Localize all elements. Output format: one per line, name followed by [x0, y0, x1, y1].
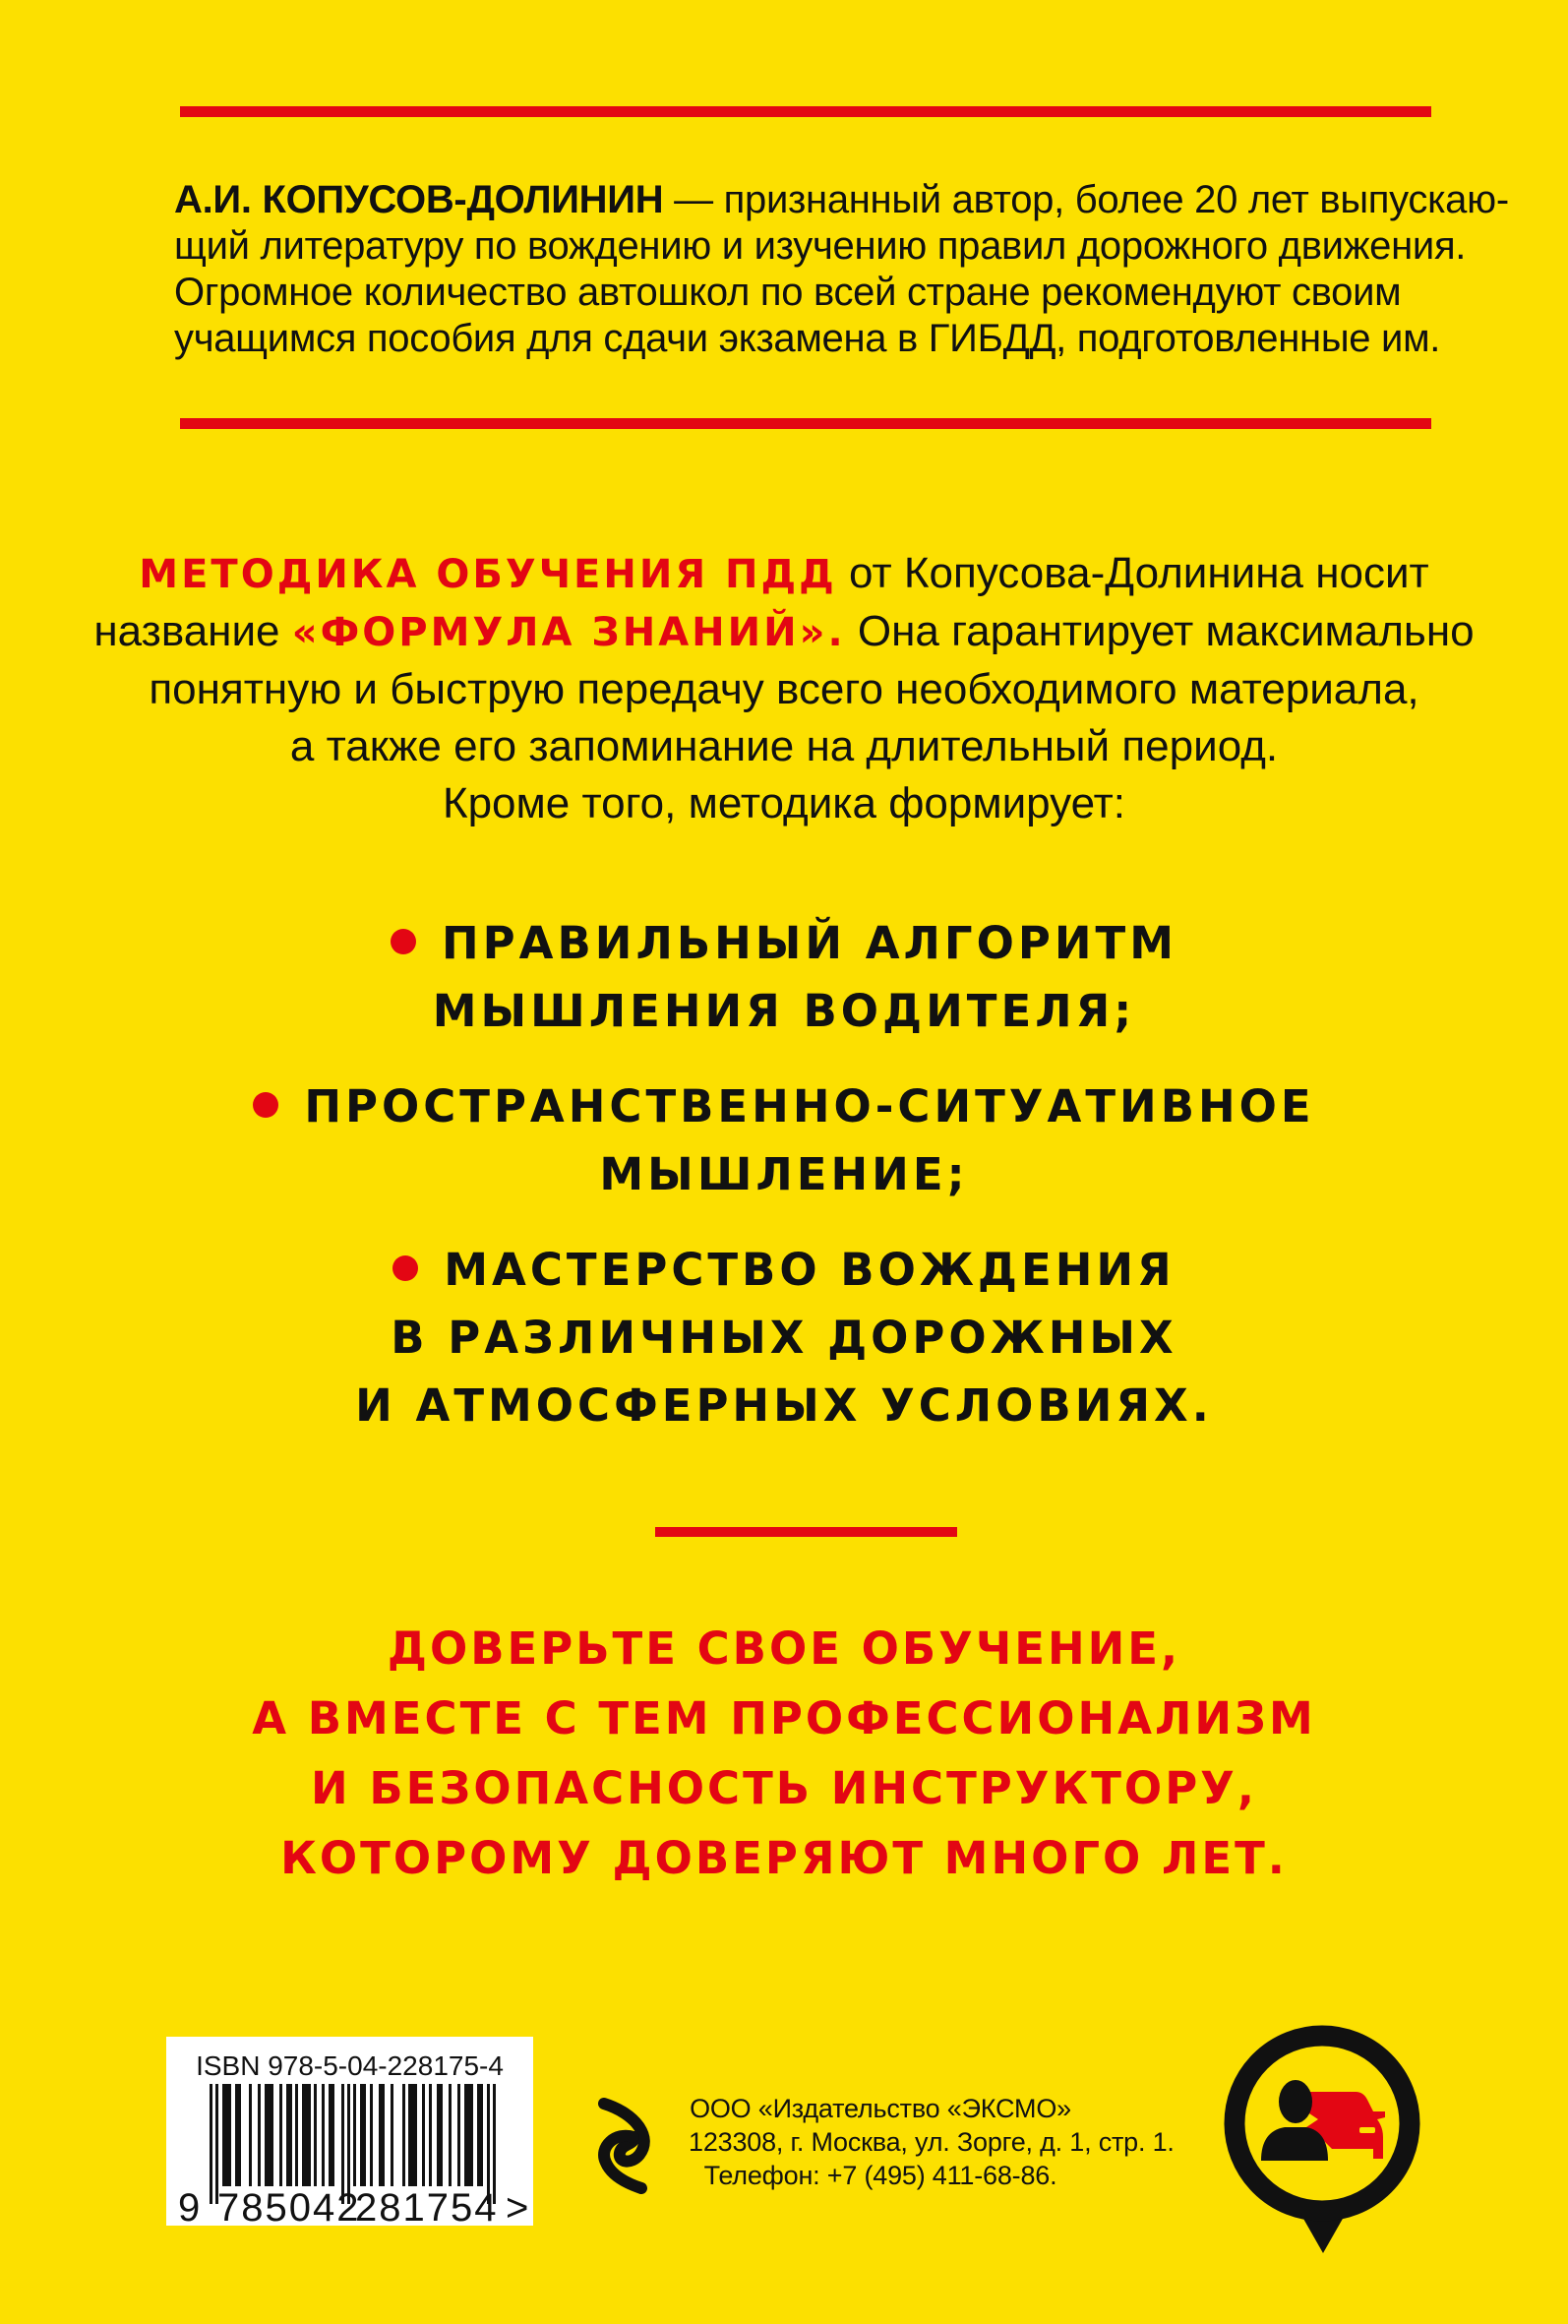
benefit-item: ПРОСТРАНСТВЕННО-СИТУАТИВНОЕ МЫШЛЕНИЕ; — [0, 1072, 1568, 1208]
isbn-barcode: ISBN 978-5-04-228175-4 9 785042 281754 > — [166, 2037, 533, 2226]
section-divider — [655, 1527, 957, 1537]
publisher-info — [689, 2092, 1175, 2192]
author-bio-line: Огромное количество автошкол по всей стране рекомендуют своим — [174, 271, 1402, 314]
benefit-item: ПРАВИЛЬНЫЙ АЛГОРИТМ МЫШЛЕНИЯ ВОДИТЕЛЯ; — [0, 909, 1568, 1045]
author-bio-line: учащимся пособия для сдачи экзамена в ГИБДД, подготовленные им. — [174, 317, 1441, 360]
closing-slogan: ДОВЕРЬТЕ СВОЕ ОБУЧЕНИЕ, А ВМЕСТЕ С ТЕМ ПРОФЕССИОНАЛИЗМ И БЕЗОПАСНОСТЬ ИНСТРУКТОРУ, КОТОРОМУ ДОВЕРЯЮТ МНОГО ЛЕТ. — [252, 1622, 1316, 1884]
benefit-item: МАСТЕРСТВО ВОЖДЕНИЯ В РАЗЛИЧНЫХ ДОРОЖНЫХ И АТМОСФЕРНЫХ УСЛОВИЯХ. — [355, 1244, 1213, 1432]
bullet-dot-icon — [392, 1255, 418, 1281]
method-line: МЕТОДИКА ОБУЧЕНИЯ ПДД от Копусова-Долинина носит — [139, 549, 1429, 597]
publisher-address: 123308, г. Москва, ул. Зорге, д. 1, стр. 1. — [689, 2127, 1175, 2157]
publisher-phone: Телефон: +7 (495) 411-68-86. — [703, 2161, 1057, 2190]
bullet-dot-icon — [253, 1092, 278, 1118]
publisher-name: ООО «Издательство «ЭКСМО» — [690, 2094, 1071, 2123]
author-bio-line: А.И. КОПУСОВ-ДОЛИНИН — признанный автор, более 20 лет выпускаю- — [174, 178, 1509, 221]
instructor-car-pin-icon — [1220, 2021, 1426, 2257]
method-line: название «ФОРМУЛА ЗНАНИЙ». Она гарантирует максимально — [93, 607, 1475, 655]
bullet-dot-icon — [391, 929, 416, 954]
method-line: Кроме того, методика формирует: — [442, 779, 1126, 827]
method-description — [0, 545, 1568, 832]
method-line: а также его запоминание на длительный период. — [289, 722, 1279, 770]
isbn-label: ISBN 978-5-04-228175-4 — [196, 2050, 504, 2081]
formula-highlight: «ФОРМУЛА ЗНАНИЙ». — [291, 610, 846, 655]
method-line: понятную и быструю передачу всего необходимого материала, — [149, 665, 1419, 713]
method-title-highlight: МЕТОДИКА ОБУЧЕНИЯ ПДД — [139, 552, 837, 597]
top-divider — [180, 106, 1431, 117]
benefits-list — [0, 909, 1568, 1467]
author-name: А.И. КОПУСОВ-ДОЛИНИН — [174, 178, 664, 221]
author-bio-line: щий литературу по вождению и изучению правил дорожного движения. — [174, 224, 1467, 268]
author-divider — [180, 418, 1431, 429]
eksmo-logo-icon — [596, 2098, 657, 2194]
author-bio — [174, 177, 1509, 362]
